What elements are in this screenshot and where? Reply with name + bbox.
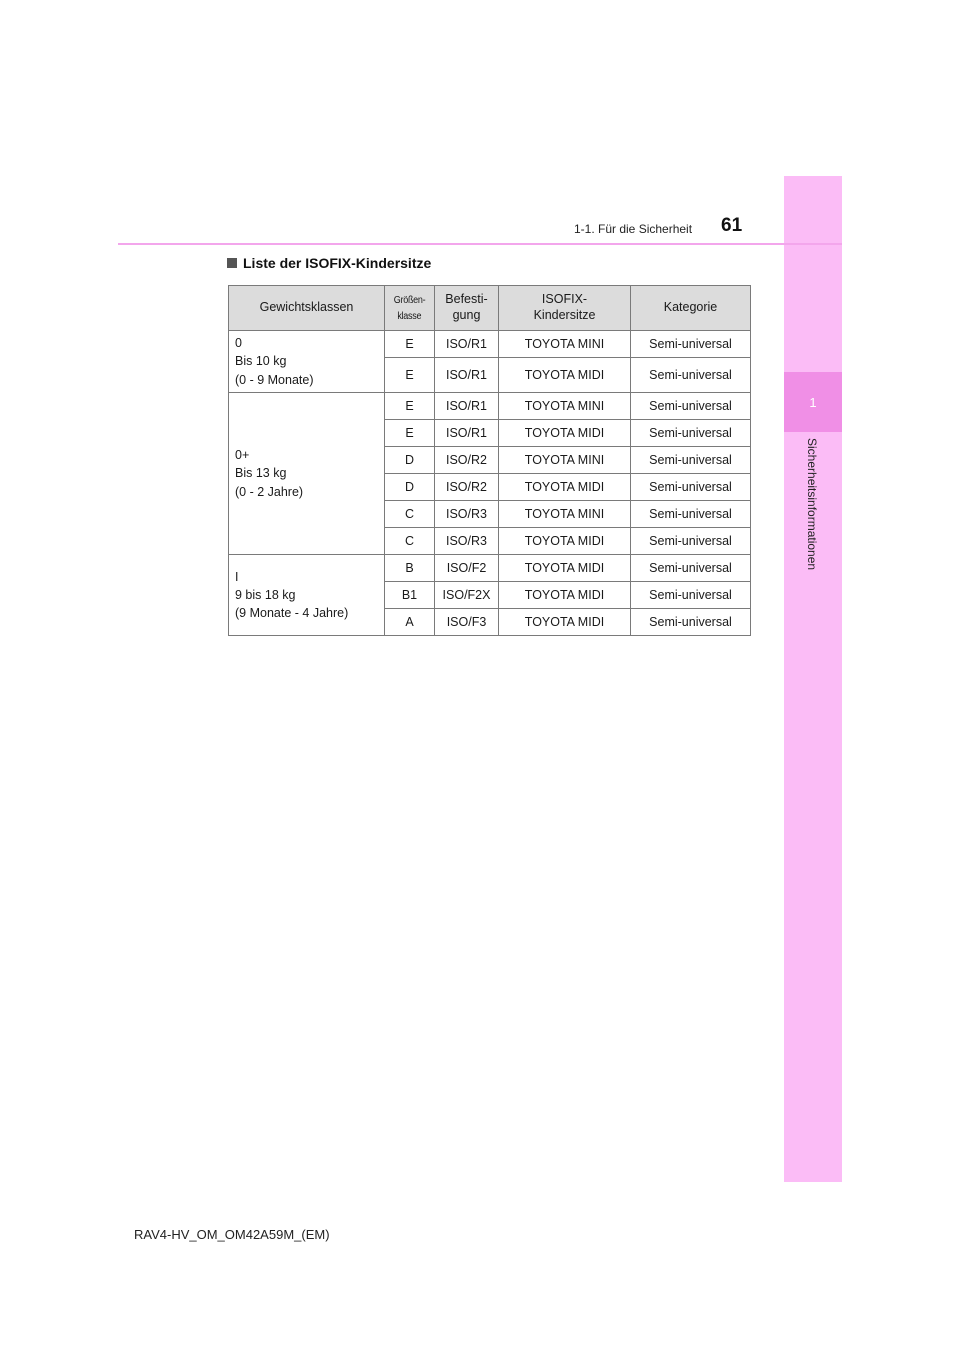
category-cell: Semi-universal xyxy=(631,528,751,555)
size-cell: E xyxy=(385,358,435,393)
chapter-side-tab xyxy=(784,176,842,1182)
weight-group-0plus: 0+ Bis 13 kg (0 - 2 Jahre) xyxy=(229,393,385,555)
category-cell: Semi-universal xyxy=(631,609,751,636)
category-cell: Semi-universal xyxy=(631,447,751,474)
square-bullet-icon xyxy=(227,258,237,268)
category-cell: Semi-universal xyxy=(631,420,751,447)
weight-group-i: I 9 bis 18 kg (9 Monate - 4 Jahre) xyxy=(229,555,385,636)
fixture-cell: ISO/R2 xyxy=(435,474,499,501)
seat-cell: TOYOTA MINI xyxy=(499,393,631,420)
fixture-cell: ISO/R1 xyxy=(435,393,499,420)
col-header-size: Größen- klasse xyxy=(385,286,435,331)
fixture-cell: ISO/F2 xyxy=(435,555,499,582)
chapter-number: 1 xyxy=(784,372,842,432)
section-title xyxy=(227,255,431,271)
header-divider xyxy=(118,243,842,245)
col-header-category: Kategorie xyxy=(631,286,751,331)
size-cell: B xyxy=(385,555,435,582)
fixture-cell: ISO/R3 xyxy=(435,528,499,555)
size-cell: A xyxy=(385,609,435,636)
category-cell: Semi-universal xyxy=(631,555,751,582)
category-cell: Semi-universal xyxy=(631,582,751,609)
section-title-text: Liste der ISOFIX-Kindersitze xyxy=(243,255,432,271)
category-cell: Semi-universal xyxy=(631,358,751,393)
table-row xyxy=(229,331,751,358)
fixture-cell: ISO/R1 xyxy=(435,420,499,447)
seat-cell: TOYOTA MIDI xyxy=(499,582,631,609)
category-cell: Semi-universal xyxy=(631,474,751,501)
seat-cell: TOYOTA MIDI xyxy=(499,474,631,501)
table-row xyxy=(229,393,751,420)
size-cell: C xyxy=(385,501,435,528)
category-cell: Semi-universal xyxy=(631,501,751,528)
fixture-cell: ISO/F2X xyxy=(435,582,499,609)
size-cell: D xyxy=(385,447,435,474)
col-header-fixture: Befesti- gung xyxy=(435,286,499,331)
col-header-seats: ISOFIX- Kindersitze xyxy=(499,286,631,331)
page-number: 61 xyxy=(721,215,743,236)
fixture-cell: ISO/R1 xyxy=(435,331,499,358)
seat-cell: TOYOTA MINI xyxy=(499,331,631,358)
document-code: RAV4-HV_OM_OM42A59M_(EM) xyxy=(134,1227,330,1242)
fixture-cell: ISO/R3 xyxy=(435,501,499,528)
seat-cell: TOYOTA MIDI xyxy=(499,528,631,555)
fixture-cell: ISO/F3 xyxy=(435,609,499,636)
table-header-row xyxy=(229,286,751,331)
size-cell: D xyxy=(385,474,435,501)
isofix-table xyxy=(228,285,751,636)
category-cell: Semi-universal xyxy=(631,393,751,420)
seat-cell: TOYOTA MIDI xyxy=(499,609,631,636)
size-cell: E xyxy=(385,331,435,358)
table-row xyxy=(229,555,751,582)
seat-cell: TOYOTA MINI xyxy=(499,501,631,528)
size-cell: E xyxy=(385,393,435,420)
weight-group-0: 0 Bis 10 kg (0 - 9 Monate) xyxy=(229,331,385,393)
size-cell: E xyxy=(385,420,435,447)
chapter-title xyxy=(784,438,842,588)
fixture-cell: ISO/R1 xyxy=(435,358,499,393)
seat-cell: TOYOTA MIDI xyxy=(499,555,631,582)
seat-cell: TOYOTA MIDI xyxy=(499,420,631,447)
seat-cell: TOYOTA MIDI xyxy=(499,358,631,393)
seat-cell: TOYOTA MINI xyxy=(499,447,631,474)
col-header-weight: Gewichtsklassen xyxy=(229,286,385,331)
header-section: 1-1. Für die Sicherheit xyxy=(574,222,693,236)
category-cell: Semi-universal xyxy=(631,331,751,358)
fixture-cell: ISO/R2 xyxy=(435,447,499,474)
chapter-title-text: Sicherheitsinformationen xyxy=(805,438,819,571)
size-cell: C xyxy=(385,528,435,555)
size-cell: B1 xyxy=(385,582,435,609)
